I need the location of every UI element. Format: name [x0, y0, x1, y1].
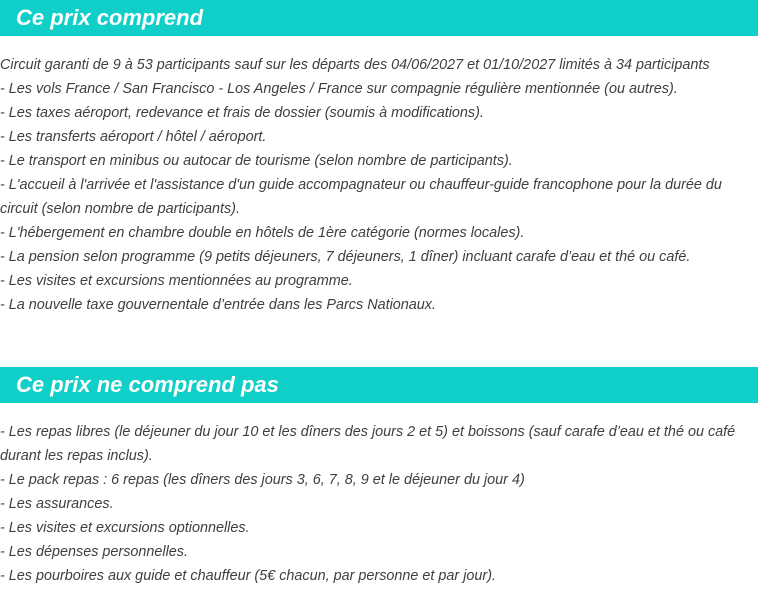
- included-item-transfers: - Les transferts aéroport / hôtel / aéroport.: [0, 129, 267, 145]
- included-item-guide: - L'accueil à l'arrivée et l'assistance d'un guide accompagnateur ou chauffeur-guide francophone pour la durée du circuit (selon nombre de participants).: [0, 177, 722, 217]
- excluded-item-personal-expenses: - Les dépenses personnelles.: [0, 544, 188, 560]
- included-list: [0, 53, 756, 317]
- excluded-item-insurance: - Les assurances.: [0, 496, 114, 512]
- included-item-group-size: Circuit garanti de 9 à 53 participants sauf sur les départs des 04/06/2027 et 01/10/2027 limités à 34 participants: [0, 57, 710, 73]
- excluded-item-free-meals: - Les repas libres (le déjeuner du jour 10 et les dîners des jours 2 et 5) et boissons (sauf carafe d’eau et thé ou café durant les repas inclus).: [0, 424, 736, 464]
- included-item-visits: - Les visites et excursions mentionnées au programme.: [0, 273, 353, 289]
- included-section-title: Ce prix comprend: [0, 0, 758, 36]
- included-item-transport: - Le transport en minibus ou autocar de tourisme (selon nombre de participants).: [0, 153, 513, 169]
- included-item-accommodation: - L'hébergement en chambre double en hôtels de 1ère catégorie (normes locales).: [0, 225, 525, 241]
- included-item-park-tax: - La nouvelle taxe gouvernentale d’entrée dans les Parcs Nationaux.: [0, 297, 436, 313]
- excluded-section-title: Ce prix ne comprend pas: [0, 367, 758, 403]
- excluded-item-optional-visits: - Les visites et excursions optionnelles.: [0, 520, 250, 536]
- included-item-flights: - Les vols France / San Francisco - Los Angeles / France sur compagnie régulière mentionnée (ou autres).: [0, 81, 678, 97]
- included-item-meals: - La pension selon programme (9 petits déjeuners, 7 déjeuners, 1 dîner) incluant carafe d’eau et thé ou café.: [0, 249, 691, 265]
- excluded-list: [0, 420, 756, 588]
- included-item-taxes: - Les taxes aéroport, redevance et frais de dossier (soumis à modifications).: [0, 105, 484, 121]
- excluded-item-meal-pack: - Le pack repas : 6 repas (les dîners des jours 3, 6, 7, 8, 9 et le déjeuner du jour 4): [0, 472, 525, 488]
- excluded-item-tips: - Les pourboires aux guide et chauffeur (5€ chacun, par personne et par jour).: [0, 568, 496, 584]
